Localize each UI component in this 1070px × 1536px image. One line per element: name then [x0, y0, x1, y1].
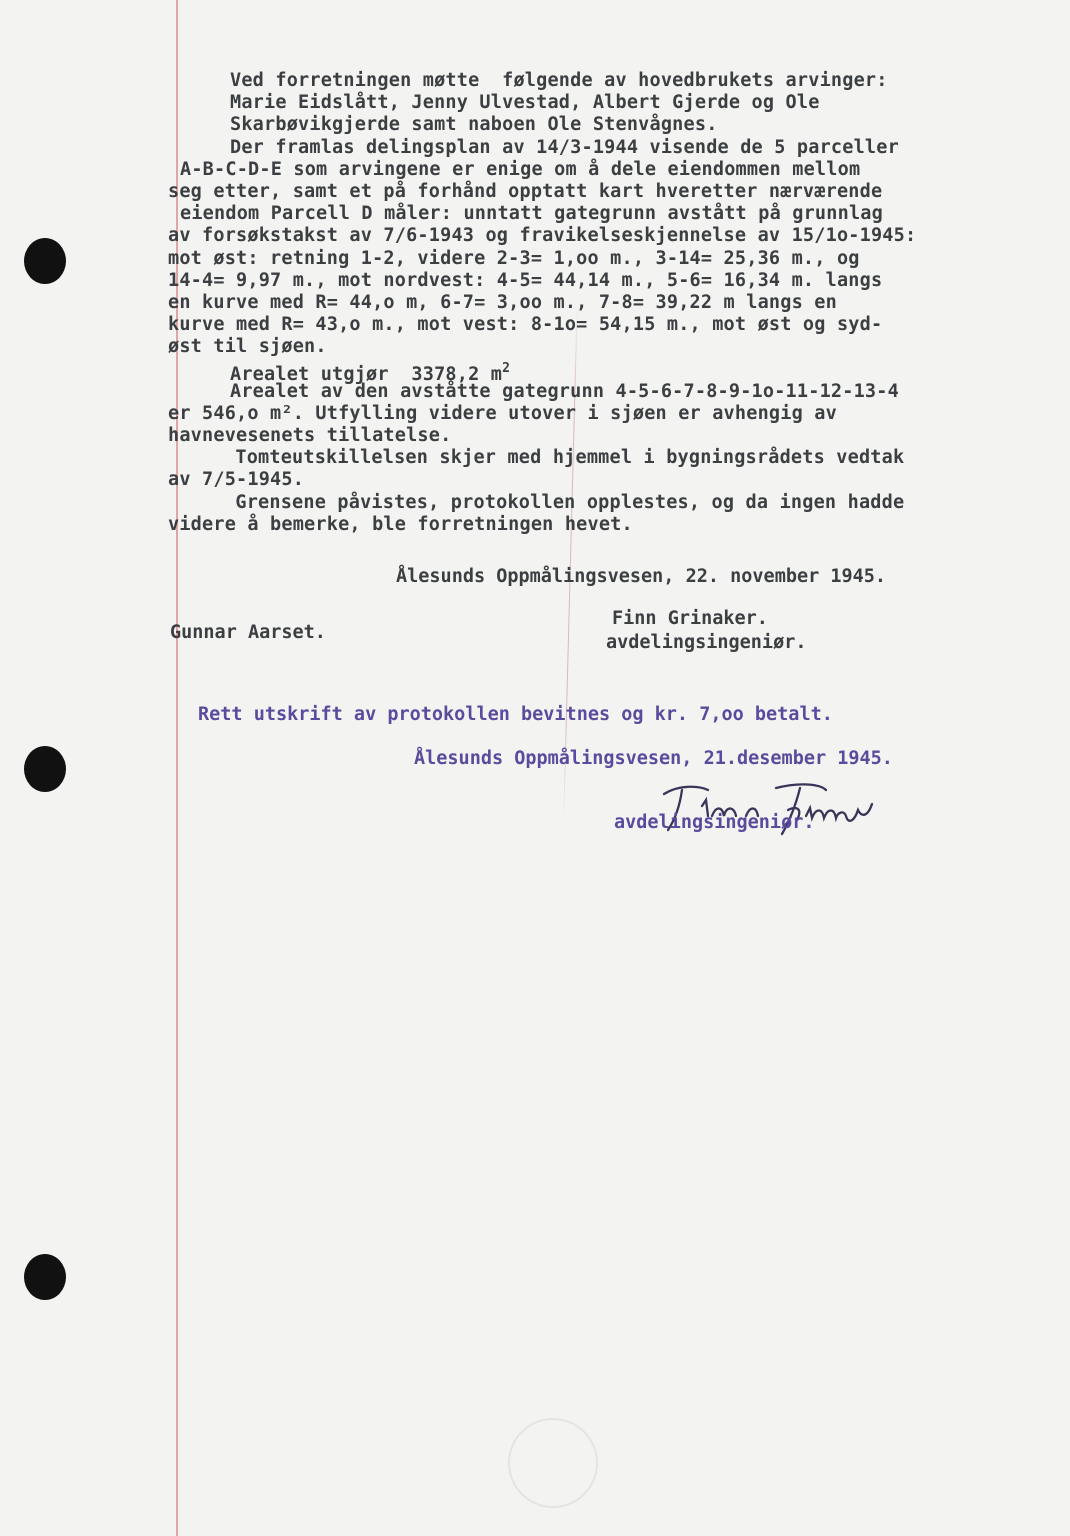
- certification-title: avdelingsingeniør.: [614, 812, 815, 833]
- faint-stamp-impression: [508, 1418, 598, 1508]
- protocol-line: Marie Eidslått, Jenny Ulvestad, Albert Gjerde og Ole: [230, 92, 820, 114]
- signer-right-title: avdelingsingeniør.: [606, 632, 807, 653]
- protocol-line: seg etter, samt et på forhånd opptatt kart hveretter nærværende: [168, 180, 883, 202]
- protocol-line: er 546,o m². Utfylling videre utover i sjøen er avhengig av: [168, 402, 837, 424]
- area-exponent: 2: [502, 361, 511, 377]
- protocol-line: Skarbøvikgjerde samt naboen Ole Stenvågnes.: [230, 114, 718, 136]
- protocol-line: havnevesenets tillatelse.: [168, 425, 452, 446]
- protocol-line: videre å bemerke, ble forretningen hevet.: [168, 513, 633, 535]
- protocol-line: øst til sjøen.: [168, 336, 327, 358]
- protocol-line: Arealet av den avståtte gategrunn 4-5-6-7-8-9-1o-11-12-13-4: [230, 380, 899, 402]
- protocol-line: Grensene påvistes, protokollen opplestes, og da ingen hadde: [190, 491, 905, 513]
- protocol-line: en kurve med R= 44,o m, 6-7= 3,oo m., 7-8= 39,22 m langs en: [168, 291, 837, 313]
- place-date: Ålesunds Oppmålingsvesen, 22. november 1945.: [396, 566, 887, 587]
- protocol-line: A-B-C-D-E som arvingene er enige om å dele eiendommen mellom: [180, 158, 861, 180]
- punch-hole-bottom: [24, 1254, 66, 1300]
- area-line: [168, 358, 988, 386]
- punch-hole-top: [24, 238, 66, 284]
- protocol-line: mot øst: retning 1-2, videre 2-3= 1,oo m., 3-14= 25,36 m., og: [168, 247, 860, 269]
- protocol-line: Ved forretningen møtte følgende av hovedbrukets arvinger:: [230, 70, 888, 91]
- certification-text: Rett utskrift av protokollen bevitnes og kr. 7,oo betalt.: [198, 704, 833, 725]
- protocol-line: Tomteutskillelsen skjer med hjemmel i bygningsrådets vedtak: [190, 447, 905, 469]
- protocol-line: av forsøkstakst av 7/6-1943 og fravikelseskjennelse av 15/1o-1945:: [168, 225, 917, 247]
- signer-left: Gunnar Aarset.: [170, 622, 326, 643]
- protocol-line: Der framlas delingsplan av 14/3-1944 visende de 5 parceller: [230, 136, 899, 158]
- protocol-line: kurve med R= 43,o m., mot vest: 8-1o= 54,15 m., mot øst og syd-: [168, 314, 883, 336]
- signer-right-name: Finn Grinaker.: [612, 608, 768, 629]
- protocol-text: [168, 70, 988, 536]
- protocol-line: eiendom Parcell D måler: unntatt gategrunn avstått på grunnlag: [180, 203, 883, 225]
- punch-hole-middle: [24, 746, 66, 792]
- certification-place-date: Ålesunds Oppmålingsvesen, 21.desember 1945.: [414, 748, 893, 769]
- protocol-line: av 7/5-1945.: [168, 469, 305, 491]
- area-text: Arealet utgjør 3378,2 m: [230, 364, 503, 386]
- protocol-line: 14-4= 9,97 m., mot nordvest: 4-5= 44,14 m., 5-6= 16,34 m. langs: [168, 269, 883, 291]
